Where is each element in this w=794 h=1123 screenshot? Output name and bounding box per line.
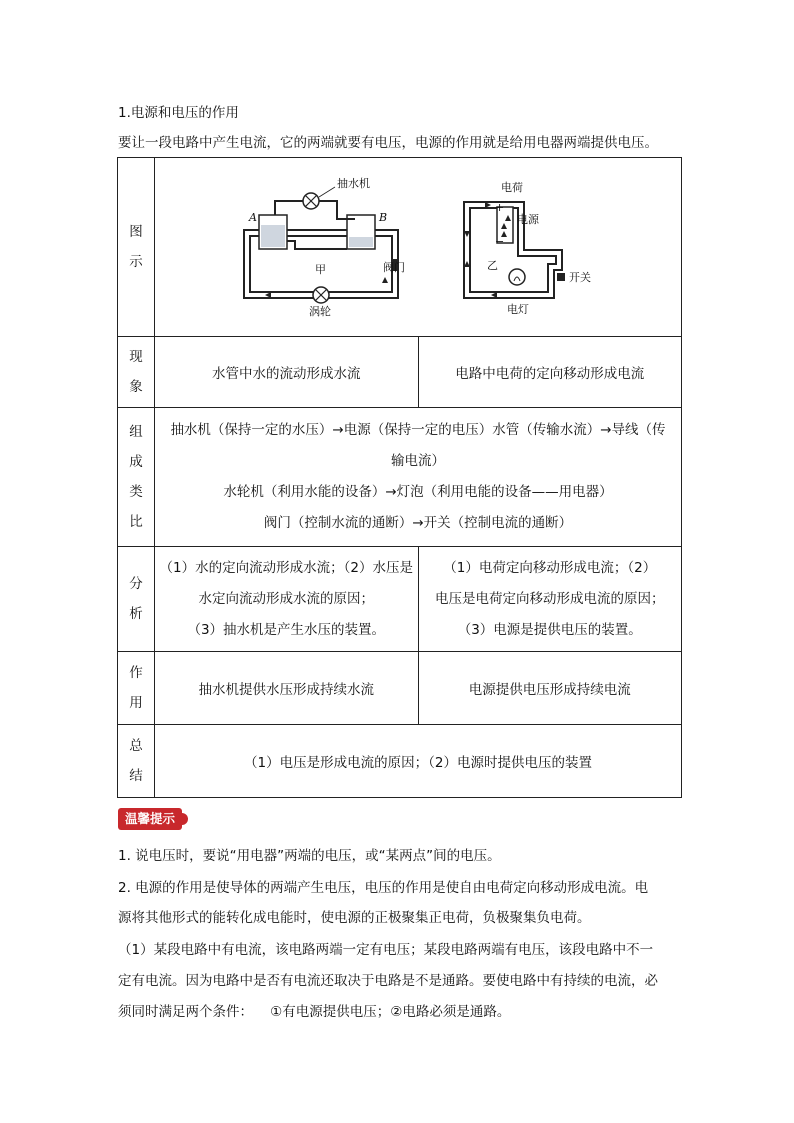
electric-circuit-diagram [431,177,601,317]
section-heading: 1.电源和电压的作用 [118,105,239,121]
water-circuit-diagram [235,177,405,317]
tip-paragraph-2-line-1: 2. 电源的作用是使导体的两端产生电压，电压的作用是使自由电荷定向移动形成电流。电 [118,880,649,896]
intro-paragraph: 要让一段电路中产生电流，它的两端就要有电压，电源的作用就是给用电器两端提供电压。 [118,135,658,151]
tip-badge: 温馨提示 [118,808,182,830]
charge-label: 电荷 [501,181,523,194]
turbine-label: 涡轮 [309,305,331,317]
tip-paragraph-1: 1. 说电压时，要说“用电器”两端的电压，或“某两点”间的电压。 [118,848,501,864]
tank-b-label: B [379,211,388,224]
source-label: 电源 [517,213,539,226]
tank-a-label: A [249,211,257,224]
pump-label: 抽水机 [337,177,370,190]
analysis-electric-cell: （1）电荷定向移动形成电流；（2） 电压是电荷定向移动形成电流的原因； （3）电源是提供电压的装置。 [418,547,682,652]
yi-label: 乙 [487,259,498,272]
phenomenon-row [118,337,682,408]
summary-cell: （1）电压是形成电流的原因；（2）电源时提供电压的装置 [155,725,682,798]
summary-row [118,725,682,798]
analogy-row-label: 组成类比 [118,408,155,547]
analogy-line-1b: 输电流） [391,453,445,469]
tip-paragraph-3-line-1: （1）某段电路中有电流，该电路两端一定有电压；某段电路两端有电压，该段电路中不一 [118,942,654,958]
analogy-line-2: 水轮机（利用水能的设备）→灯泡（利用电能的设备——用电器） [223,484,613,500]
figure-row [118,158,682,337]
tip-paragraph-3-line-3: 须同时满足两个条件： ①有电源提供电压；②电路必须是通路。 [118,1004,511,1020]
analysis-row [118,547,682,652]
phenomenon-electric-cell: 电路中电荷的定向移动形成电流 [418,337,682,408]
analogy-cell [155,408,682,547]
role-row-label: 作用 [118,652,155,725]
plus-label: + [495,201,505,214]
tip-paragraph-2-line-2: 源将其他形式的能转化成电能时，使电源的正极聚集正电荷，负极聚集负电荷。 [118,910,591,926]
valve-label: 阀门 [383,261,405,274]
comparison-table [117,157,682,798]
role-electric-cell: 电源提供电压形成持续电流 [418,652,682,725]
phenomenon-row-label: 现象 [118,337,155,408]
figure-row-label: 图示 [118,158,155,337]
lamp-label: 电灯 [507,303,529,316]
phenomenon-water-cell: 水管中水的流动形成水流 [155,337,419,408]
analogy-row [118,408,682,547]
jia-label: 甲 [315,263,326,276]
analogy-line-3: 阀门（控制水流的通断）→开关（控制电流的通断） [263,515,573,531]
figure-cell [155,158,682,337]
role-water-cell: 抽水机提供水压形成持续水流 [155,652,419,725]
analogy-line-1a: 抽水机（保持一定的水压）→电源（保持一定的电压）水管（传输水流）→导线（传 [170,422,666,438]
analysis-row-label: 分析 [118,547,155,652]
role-row [118,652,682,725]
summary-row-label: 总结 [118,725,155,798]
analysis-water-cell: （1）水的定向流动形成水流；（2）水压是 水定向流动形成水流的原因； （3）抽水机是产生水压的装置。 [155,547,419,652]
minus-label: − [495,235,505,248]
tip-paragraph-3-line-2: 定有电流。因为电路中是否有电流还取决于电路是不是通路。要使电路中有持续的电流，必 [118,973,658,989]
switch-label: 开关 [569,271,591,284]
